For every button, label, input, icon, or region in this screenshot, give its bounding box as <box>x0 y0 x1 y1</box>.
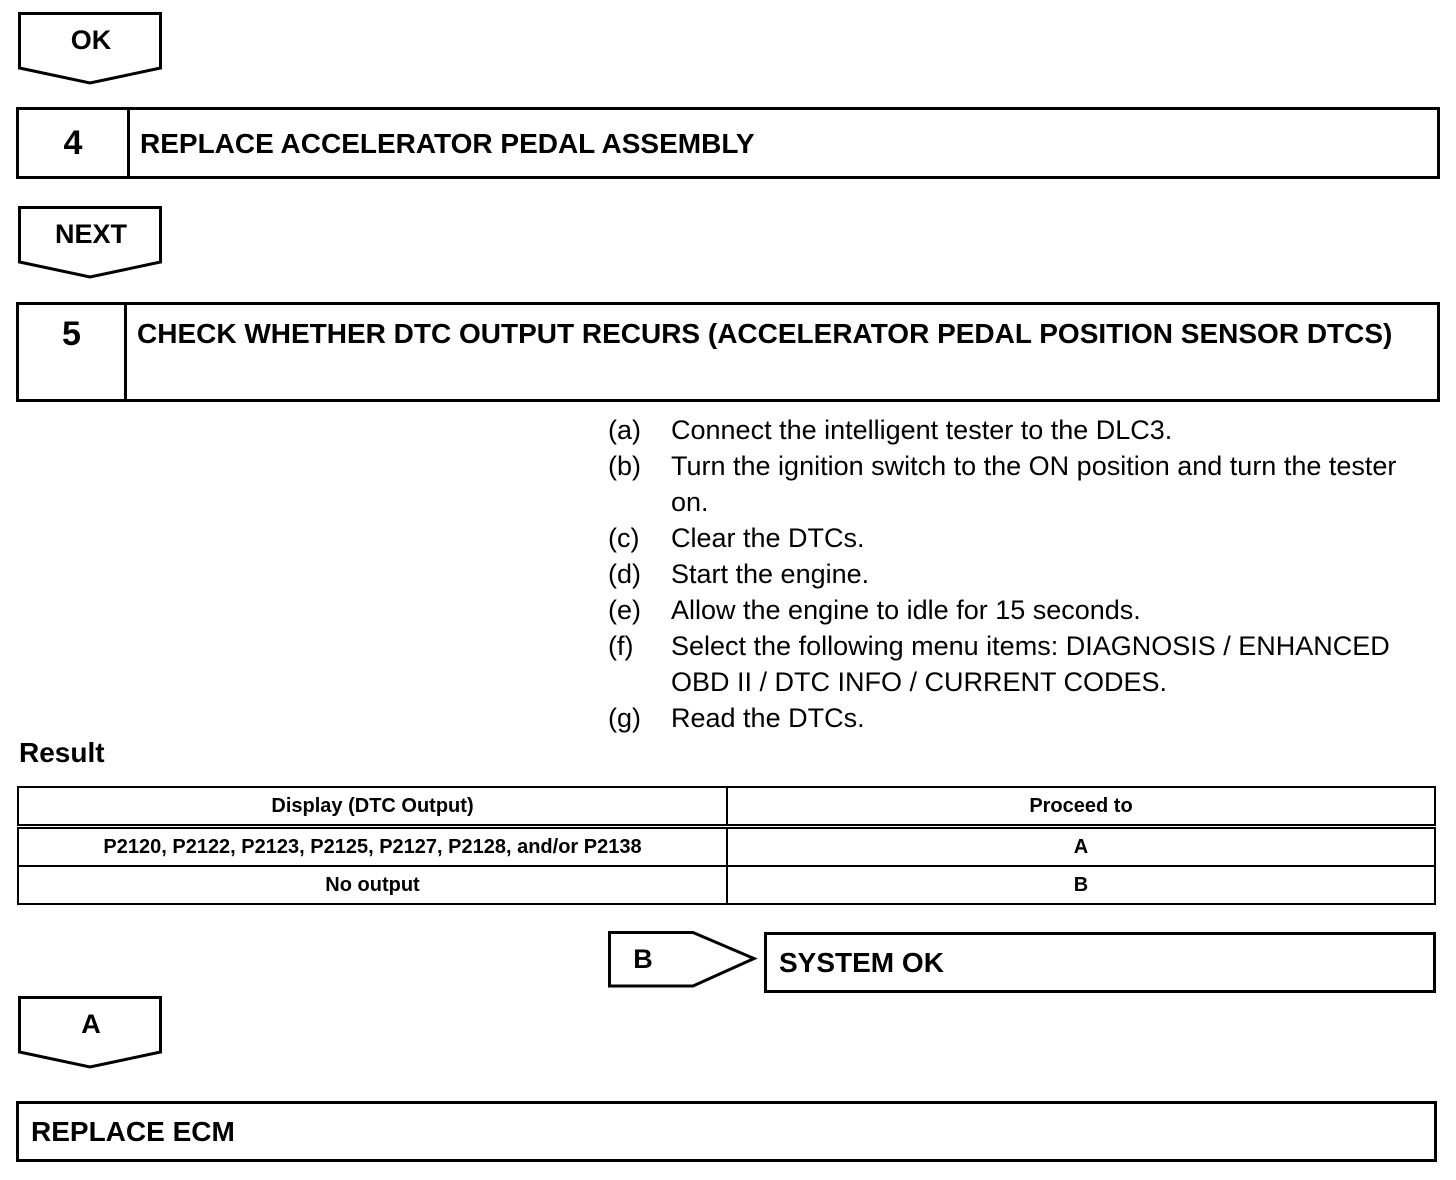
instruction-mark: (c) <box>608 523 640 553</box>
instruction-item <box>608 412 1428 448</box>
a-label: A <box>81 1008 101 1039</box>
table-cell-display: No output <box>18 866 727 904</box>
instruction-mark: (f) <box>608 631 634 661</box>
instruction-item <box>608 556 1428 592</box>
instruction-item <box>608 700 1428 736</box>
instruction-list <box>608 412 1428 736</box>
step-4-number: 4 <box>19 110 130 176</box>
instruction-mark: (b) <box>608 451 641 481</box>
result-heading: Result <box>19 737 105 768</box>
instruction-text: Select the following menu items: DIAGNOSIS / ENHANCED OBD II / DTC INFO / CURRENT CODES. <box>671 631 1390 697</box>
a-flow-tag <box>18 996 164 1070</box>
ok-label: OK <box>70 24 112 55</box>
column-header-proceed: Proceed to <box>727 787 1435 827</box>
table-row <box>18 866 1435 904</box>
step-5-box <box>16 302 1440 402</box>
b-flow-tag <box>608 931 758 989</box>
instruction-mark: (a) <box>608 415 641 445</box>
table-header-row <box>18 787 1435 827</box>
instruction-text: Turn the ignition switch to the ON position and turn the tester on. <box>671 451 1397 517</box>
instruction-item <box>608 448 1428 520</box>
instruction-text: Allow the engine to idle for 15 seconds. <box>671 595 1141 625</box>
table-cell-proceed: A <box>727 827 1435 867</box>
step-4-box <box>16 107 1440 179</box>
ok-flow-tag <box>18 12 164 86</box>
instruction-text: Start the engine. <box>671 559 870 589</box>
instruction-text: Clear the DTCs. <box>671 523 865 553</box>
table-cell-proceed: B <box>727 866 1435 904</box>
instruction-mark: (e) <box>608 595 641 625</box>
system-ok-box: SYSTEM OK <box>764 932 1436 993</box>
step-5-title: CHECK WHETHER DTC OUTPUT RECURS (ACCELERATOR PEDAL POSITION SENSOR DTCS) <box>137 318 1393 349</box>
instruction-mark: (g) <box>608 703 641 733</box>
instruction-text: Read the DTCs. <box>671 703 865 733</box>
table-row <box>18 827 1435 867</box>
table-cell-display: P2120, P2122, P2123, P2125, P2127, P2128, and/or P2138 <box>18 827 727 867</box>
result-table <box>17 786 1436 905</box>
instruction-item <box>608 592 1428 628</box>
column-header-display: Display (DTC Output) <box>18 787 727 827</box>
next-flow-tag <box>18 206 164 280</box>
next-label: NEXT <box>54 218 127 249</box>
step-5-number: 5 <box>19 305 127 399</box>
instruction-mark: (d) <box>608 559 641 589</box>
replace-ecm-box: REPLACE ECM <box>16 1101 1437 1162</box>
step-4-title: REPLACE ACCELERATOR PEDAL ASSEMBLY <box>140 127 755 159</box>
instruction-text: Connect the intelligent tester to the DLC3. <box>671 415 1173 445</box>
instruction-item <box>608 520 1428 556</box>
b-label: B <box>633 943 653 974</box>
instruction-item <box>608 628 1428 700</box>
